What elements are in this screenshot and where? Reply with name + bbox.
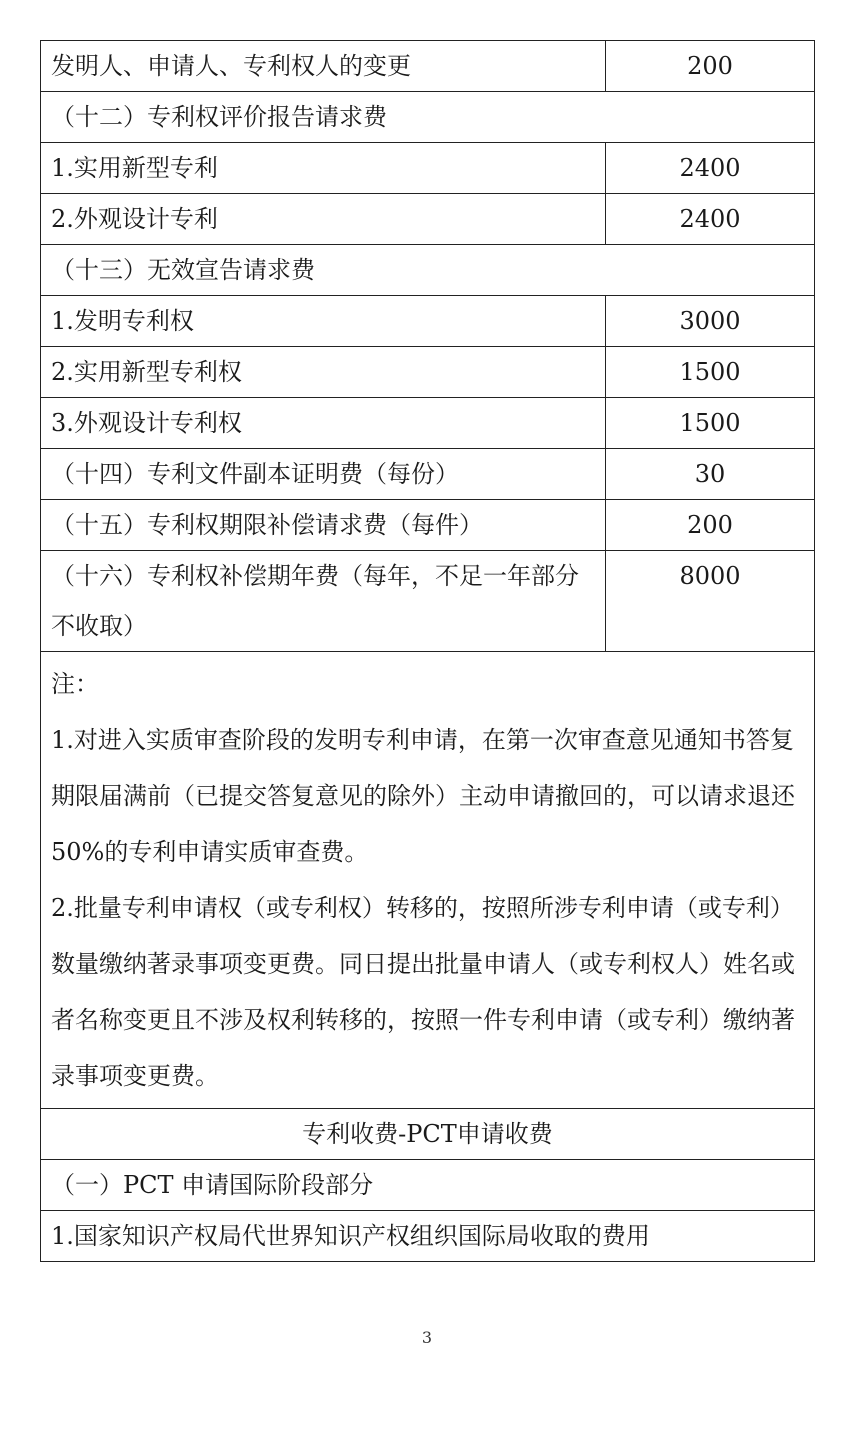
table-row	[41, 347, 815, 398]
table-row	[41, 1160, 815, 1211]
fee-item-label: （十五）专利权期限补偿请求费（每件）	[41, 500, 606, 551]
table-row	[41, 41, 815, 92]
notes-cell	[41, 652, 815, 1109]
fee-item-label: 1.发明专利权	[41, 296, 606, 347]
fee-table	[40, 40, 815, 1262]
fee-item-label: （十六）专利权补偿期年费（每年，不足一年部分不收取）	[41, 551, 606, 652]
fee-amount: 8000	[606, 551, 815, 652]
table-row	[41, 296, 815, 347]
fee-amount: 200	[606, 500, 815, 551]
table-row	[41, 449, 815, 500]
fee-amount: 200	[606, 41, 815, 92]
table-row	[41, 1109, 815, 1160]
fee-item-label: 2.实用新型专利权	[41, 347, 606, 398]
fee-item-label: 1.实用新型专利	[41, 143, 606, 194]
fee-category-heading: （十三）无效宣告请求费	[41, 245, 815, 296]
table-row	[41, 398, 815, 449]
table-row	[41, 1211, 815, 1262]
note-item: 1.对进入实质审查阶段的发明专利申请，在第一次审查意见通知书答复期限届满前（已提交答复意见的除外）主动申请撤回的，可以请求退还50%的专利申请实质审查费。	[51, 726, 795, 866]
fee-amount: 30	[606, 449, 815, 500]
table-row	[41, 194, 815, 245]
fee-category-heading: （十二）专利权评价报告请求费	[41, 92, 815, 143]
notes-heading: 注：	[51, 670, 99, 698]
pct-section-title: 专利收费-PCT申请收费	[41, 1109, 815, 1160]
pct-fee-item: 1.国家知识产权局代世界知识产权组织国际局收取的费用	[41, 1211, 815, 1262]
table-row	[41, 92, 815, 143]
fee-item-label: 发明人、申请人、专利权人的变更	[41, 41, 606, 92]
fee-amount: 2400	[606, 194, 815, 245]
table-row	[41, 551, 815, 652]
table-row	[41, 245, 815, 296]
note-item: 2.批量专利申请权（或专利权）转移的，按照所涉专利申请（或专利）数量缴纳著录事项变更费。同日提出批量申请人（或专利权人）姓名或者名称变更且不涉及权利转移的，按照一件专利申请（或专利）缴纳著录事项变更费。	[51, 894, 795, 1090]
table-row	[41, 500, 815, 551]
fee-amount: 1500	[606, 347, 815, 398]
fee-item-label: （十四）专利文件副本证明费（每份）	[41, 449, 606, 500]
fee-item-label: 2.外观设计专利	[41, 194, 606, 245]
fee-amount: 2400	[606, 143, 815, 194]
fee-item-label: 3.外观设计专利权	[41, 398, 606, 449]
pct-subsection-heading: （一）PCT 申请国际阶段部分	[41, 1160, 815, 1211]
fee-amount: 1500	[606, 398, 815, 449]
table-row	[41, 143, 815, 194]
page-number: 3	[421, 1328, 433, 1347]
fee-amount: 3000	[606, 296, 815, 347]
notes-row	[41, 652, 815, 1109]
